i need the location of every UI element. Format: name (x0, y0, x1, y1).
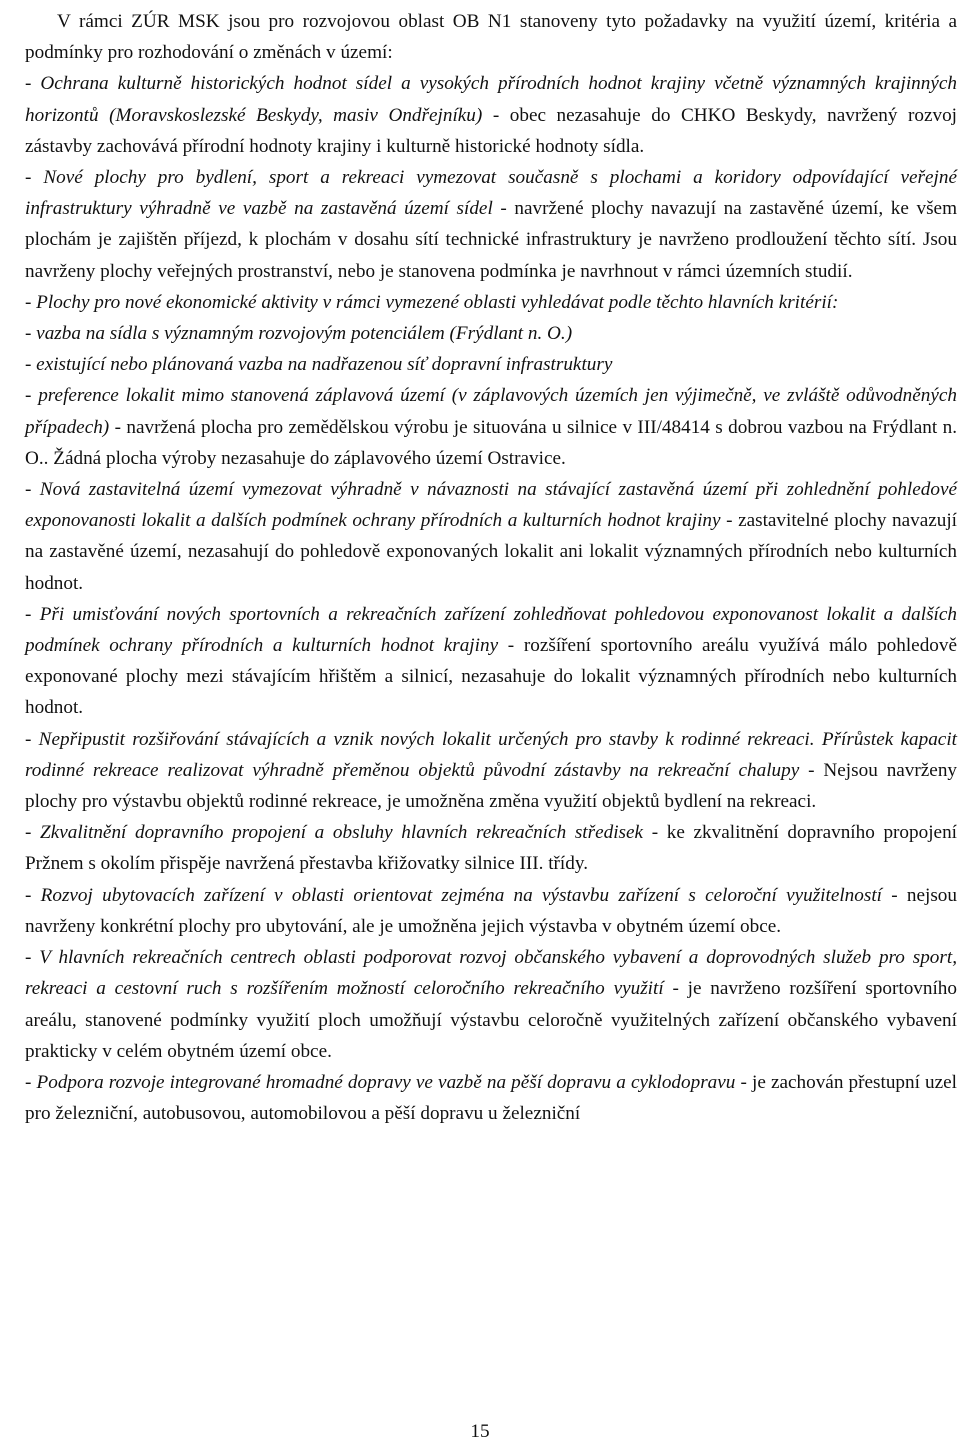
criterion-text: - nejsou navrženy konkrétní plochy pro ubytování, ale je umožněna jejich výstavba v obytném území obce. (25, 884, 957, 937)
sub-criterion-lead: - vazba na sídla s významným rozvojovým potenciálem (Frýdlant n. O.) (25, 323, 573, 345)
criterion-item (25, 1067, 957, 1129)
intro-rest: území, kritéria a podmínky pro rozhodování o změnách v území: (25, 11, 957, 64)
criterion-lead: - Rozvoj ubytovacích zařízení v oblasti orientovat zejména na výstavbu zařízení s celoroční využitelností (25, 884, 882, 906)
criterion-lead: - Plochy pro nové ekonomické aktivity v rámci vymezené oblasti vyhledávat podle těchto hlavních kritérií: (25, 291, 839, 313)
criterion-lead: - Při umisťování nových sportovních a rekreačních zařízení zohledňovat pohledovou exponovanost lokalit a dalších podmínek ochrany přírodních a kulturních hodnot krajiny (25, 603, 957, 657)
criterion-text: - obec nezasahuje do CHKO Beskydy, navržený rozvoj zástavby zachovává přírodní hodnoty krajiny i kulturně historické hodnoty sídla. (25, 104, 957, 157)
sub-criterion-item (25, 318, 957, 349)
criterion-item (25, 474, 957, 599)
criterion-lead: - Podpora rozvoje integrované hromadné dopravy ve vazbě na pěší dopravu a cyklodopravu (25, 1071, 736, 1093)
criterion-text: - navržené plochy navazují na zastavěné území, ke všem plochám je zajištěn příjezd, k plochám v dosahu sítí technické infrastruktury je navrženo prodloužení těchto sítí. Jsou navrženy plochy veřejných prostranství, nebo je stanovena podmínka je navrhnout v rámci územních studií. (25, 198, 957, 282)
intro-paragraph (25, 6, 957, 68)
sub-criterion-item (25, 349, 957, 380)
intro-first-line: V rámci ZÚR MSK jsou pro rozvojovou oblast OB N1 stanoveny tyto požadavky na využití (57, 11, 816, 32)
criterion-item (25, 724, 957, 818)
criterion-lead: - Nepřipustit rozšiřování stávajících a vznik nových lokalit určených pro stavby k rodinné rekreaci. Přírůstek kapacit rodinné rekreace realizovat výhradně přeměnou objektů původní zástavby na rekreační chalupy (25, 728, 957, 781)
criterion-lead: - Zkvalitnění dopravního propojení a obsluhy hlavních rekreačních středisek (25, 822, 644, 844)
criterion-lead: - Nové plochy pro bydlení, sport a rekreaci vymezovat současně s plochami a koridory odpovídající veřejné infrastruktury výhradně ve vazbě na zastavěná území sídel (25, 167, 957, 220)
criterion-text: - je zachován přestupní uzel pro železniční, autobusovou, automobilovou a pěší dopravu u železniční (25, 1071, 958, 1125)
page-number: 15 (470, 1421, 490, 1442)
sub-criterion-text: - navržená plocha pro zemědělskou výrobu je situována u silnice v III/48414 s dobrou vazbou na Frýdlant n. O.. Žádná plocha výroby nezasahuje do záplavového území Ostravice. (25, 416, 957, 469)
criterion-item (25, 68, 957, 162)
sub-criterion-item (25, 380, 957, 474)
criterion-text: - ke zkvalitnění dopravního propojení Pržnem s okolím přispěje navržená přestavba křižovatky silnice III. třídy. (25, 822, 957, 875)
criterion-item (25, 287, 957, 318)
criterion-lead: - Nová zastavitelná území vymezovat výhradně v návaznosti na stávající zastavěná území při zohlednění pohledové exponovanosti lokalit a dalších podmínek ochrany přírodních a kulturních hodnot krajiny (25, 479, 957, 532)
criterion-item (25, 880, 957, 942)
criterion-item (25, 942, 957, 1067)
criterion-lead: - Ochrana kulturně historických hodnot sídel a vysokých přírodních hodnot krajiny včetně významných krajinných horizontů (Moravskoslezské Beskydy, masiv Ondřejníku) (25, 73, 957, 126)
sub-criterion-lead: - existující nebo plánovaná vazba na nadřazenou síť dopravní infrastruktury (25, 354, 613, 376)
criterion-text: - zastavitelné plochy navazují na zastavěné území, nezasahují do pohledově exponovaných lokalit ani lokalit významných přírodních nebo kulturních hodnot. (25, 510, 957, 594)
criterion-text: - je navrženo rozšíření sportovního areálu, stanovené podmínky využití ploch umožňují výstavbu celoročně využitelných zařízení občanského vybavení prakticky v celém obytném území obce. (25, 978, 957, 1062)
criterion-item (25, 599, 957, 724)
criterion-item (25, 817, 957, 879)
sub-criterion-lead: - preference lokalit mimo stanovená záplavová území (v záplavových územích jen výjimečně, ve zvláště odůvodněných případech) (25, 385, 957, 438)
criterion-lead: - V hlavních rekreačních centrech oblasti podporovat rozvoj občanského vybavení a doprovodných služeb pro sport, rekreaci a cestovní ruch s rozšířením možností celoročního rekreačního využití (25, 947, 957, 1000)
criterion-item (25, 162, 957, 287)
document-page (25, 6, 957, 1129)
criterion-text: - Nejsou navrženy plochy pro výstavbu objektů rodinné rekreace, je umožněna změna využití objektů bydlení na rekreaci. (25, 759, 958, 813)
criterion-text: - rozšíření sportovního areálu využívá málo pohledově exponované plochy mezi stávajícím hřištěm a silnicí, nezasahuje do lokalit významných přírodních nebo kulturních hodnot. (25, 635, 958, 719)
